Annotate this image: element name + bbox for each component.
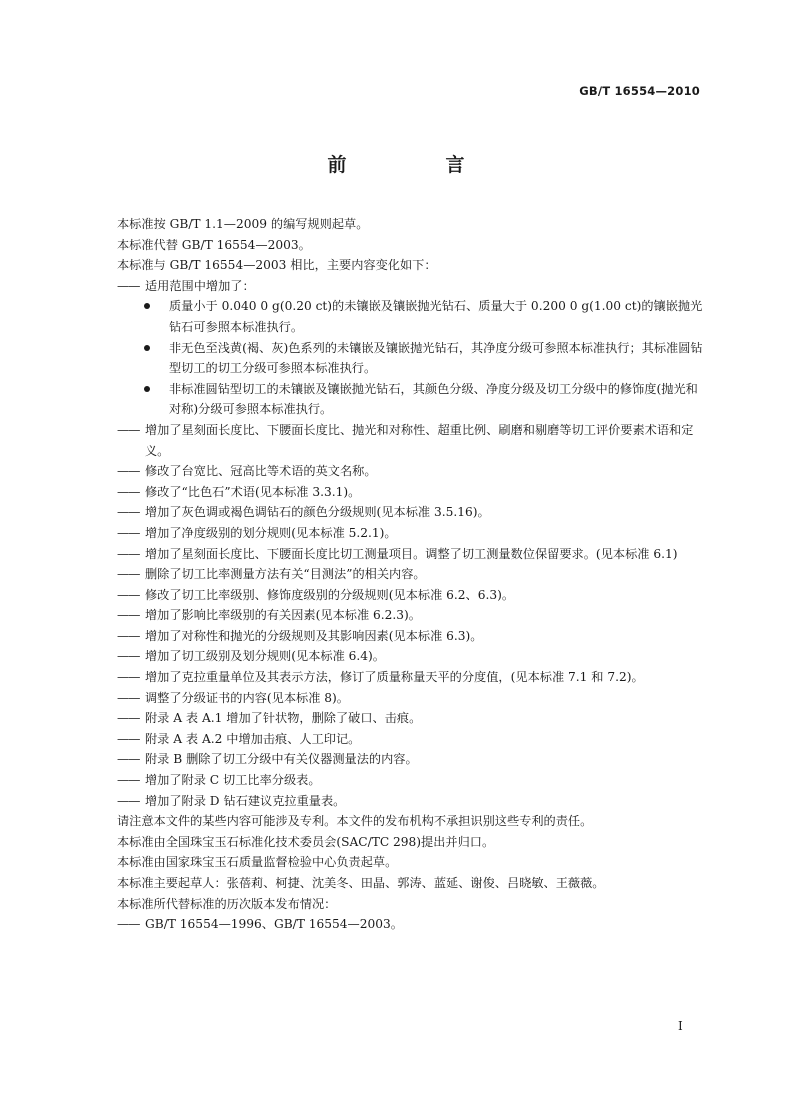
change-item: —— 修改了台宽比、冠高比等术语的英文名称。 — [117, 464, 377, 479]
change-item: —— 调整了分级证书的内容(见本标准 8)。 — [117, 690, 349, 705]
page-title: 前 言 — [327, 154, 505, 176]
change-item: —— 修改了“比色石”术语(见本标准 3.3.1)。 — [117, 484, 361, 499]
page-number: Ⅰ — [678, 1019, 683, 1033]
intro-line: 本标准按 GB/T 1.1—2009 的编写规则起草。 — [117, 217, 369, 231]
change-item: —— 增加了星刻面长度比、下腰面长度比、抛光和对称性、超重比例、刷磨和剔磨等切工评价要素术语和定义。 — [117, 422, 694, 458]
note-line: 本标准由全国珠宝玉石标准化技术委员会(SAC/TC 298)提出并归口。 — [117, 834, 495, 849]
change-item: —— 增加了附录 D 钻石建议克拉重量表。 — [117, 793, 346, 808]
bullet-icon — [144, 303, 150, 309]
change-item: —— 增加了切工级别及划分规则(见本标准 6.4)。 — [117, 649, 385, 664]
change-item: —— 增加了对称性和抛光的分级规则及其影响因素(见本标准 6.3)。 — [117, 628, 483, 643]
change-item: —— 增加了星刻面长度比、下腰面长度比切工测量项目。调整了切工测量数位保留要求。(见本标准 6.1) — [117, 546, 678, 561]
note-line: 本标准主要起草人：张蓓莉、柯捷、沈美冬、田晶、郭涛、蓝延、谢俊、吕晓敏、王薇薇。 — [117, 876, 605, 890]
scope-bullet: 质量小于 0.040 0 g(0.20 ct)的未镶嵌及镶嵌抛光钻石、质量大于 0.200 0 g(1.00 ct)的镶嵌抛光钻石可参照本标准执行。 — [117, 296, 707, 337]
change-item: —— 附录 A 表 A.1 增加了针状物，删除了破口、击痕。 — [117, 711, 422, 726]
change-item: —— 删除了切工比率测量方法有关“目测法”的相关内容。 — [117, 567, 426, 582]
foreword-body — [117, 214, 707, 935]
note-line: 本标准由国家珠宝玉石质量监督检验中心负责起草。 — [117, 855, 398, 870]
change-item: —— 附录 B 删除了切工分级中有关仪器测量法的内容。 — [117, 752, 418, 767]
change-item: —— 修改了切工比率级别、修饰度级别的分级规则(见本标准 6.2、6.3)。 — [117, 587, 515, 602]
note-line: 请注意本文件的某些内容可能涉及专利。本文件的发布机构不承担识别这些专利的责任。 — [117, 814, 593, 829]
intro-line: 本标准代替 GB/T 16554—2003。 — [117, 237, 311, 252]
scope-bullet: 非无色至浅黄(褐、灰)色系列的未镶嵌及镶嵌抛光钻石，其净度分级可参照本标准执行；其标准圆钻型切工的切工分级可参照本标准执行。 — [117, 338, 707, 379]
change-item-scope: —— 适用范围中增加了： — [117, 278, 255, 293]
note-line: 本标准所代替标准的历次版本发布情况： — [117, 896, 337, 911]
standard-number: GB/T 16554—2010 — [579, 84, 700, 98]
intro-line: 本标准与 GB/T 16554—2003 相比，主要内容变化如下： — [117, 258, 437, 273]
bullet-icon — [144, 345, 150, 351]
history-item: —— GB/T 16554—1996、GB/T 16554—2003。 — [117, 917, 403, 932]
bullet-icon — [144, 386, 150, 392]
scope-bullet: 非标准圆钻型切工的未镶嵌及镶嵌抛光钻石，其颜色分级、净度分级及切工分级中的修饰度(抛光和对称)分级可参照本标准执行。 — [117, 379, 707, 420]
change-item: —— 增加了影响比率级别的有关因素(见本标准 6.2.3)。 — [117, 608, 421, 623]
change-item: —— 附录 A 表 A.2 中增加击痕、人工印记。 — [117, 731, 361, 746]
change-item: —— 增加了附录 C 切工比率分级表。 — [117, 773, 321, 788]
change-item: —— 增加了净度级别的划分规则(见本标准 5.2.1)。 — [117, 525, 397, 540]
change-item: —— 增加了灰色调或褐色调钻石的颜色分级规则(见本标准 3.5.16)。 — [117, 505, 490, 520]
change-item: —— 增加了克拉重量单位及其表示方法，修订了质量称量天平的分度值，(见本标准 7.1 和 7.2)。 — [117, 670, 644, 685]
